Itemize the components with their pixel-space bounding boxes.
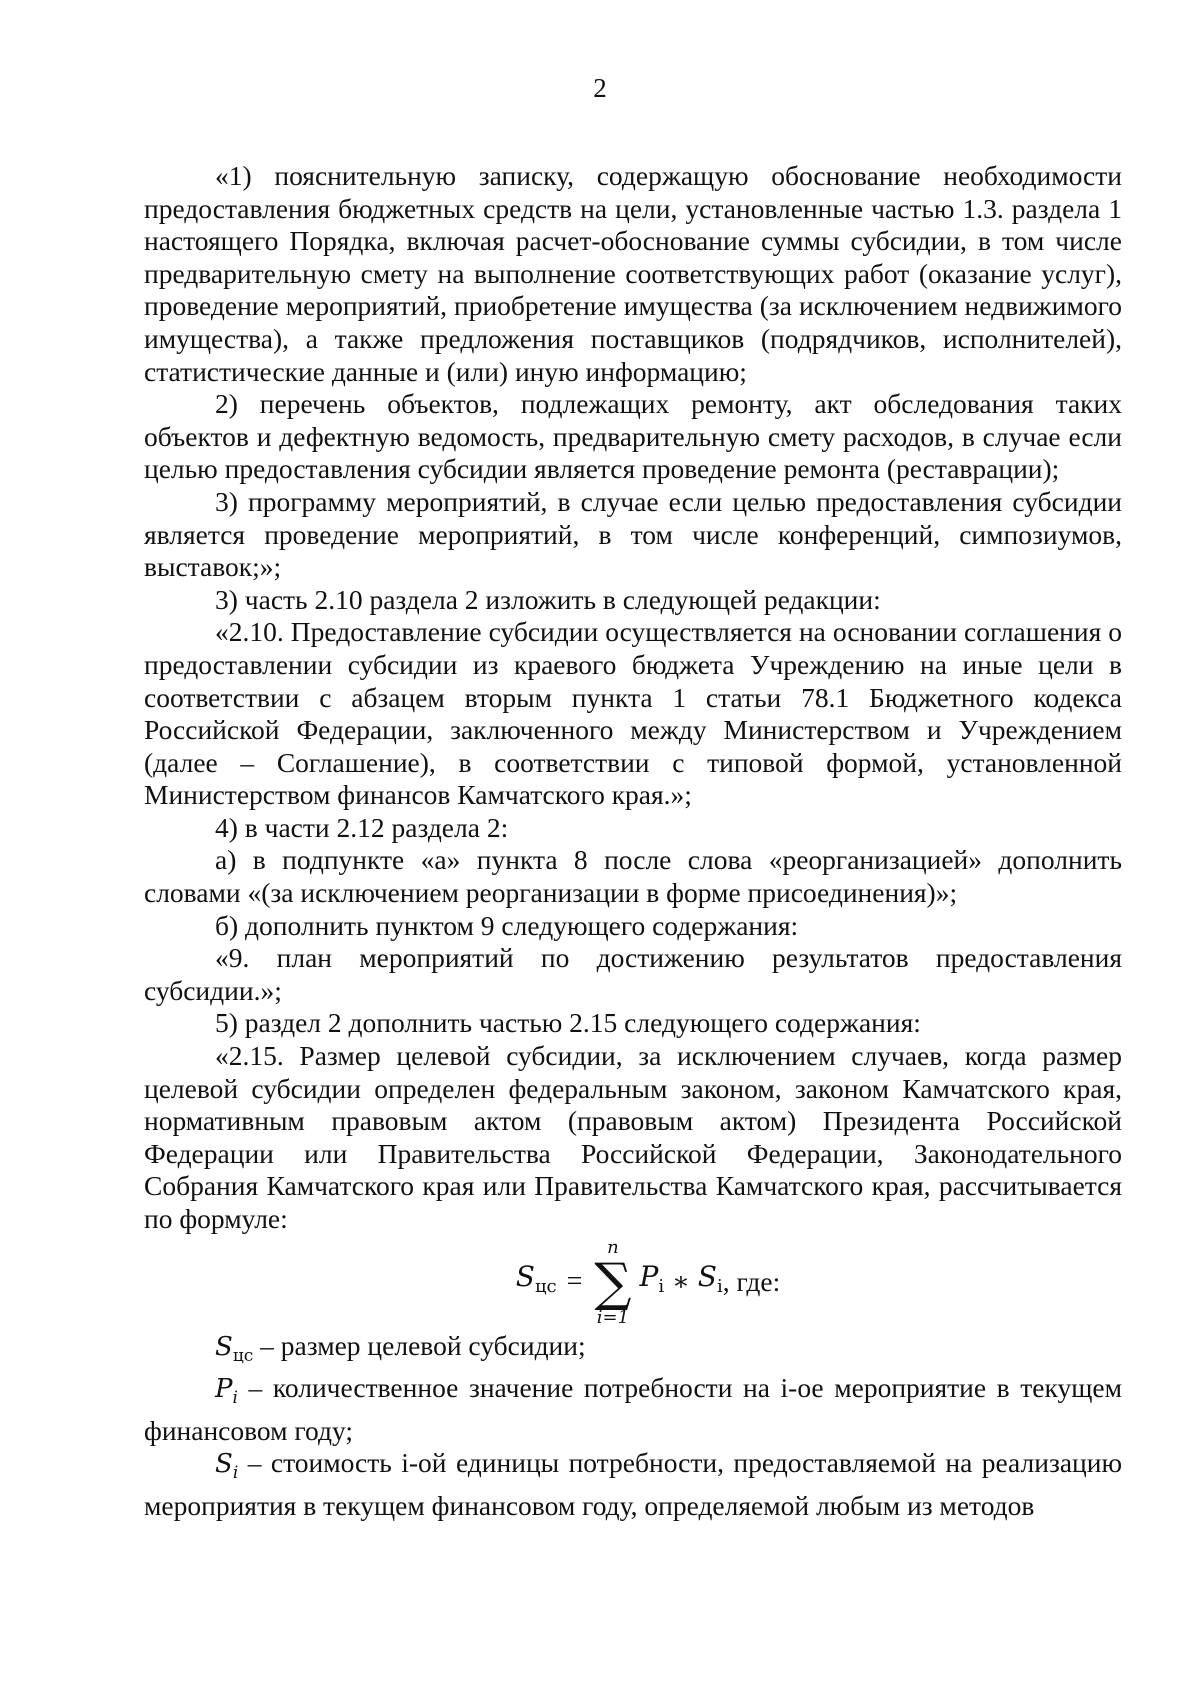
paragraph-amend-2-10: 3) часть 2.10 раздела 2 изложить в следующей редакции: [215,583,881,615]
paragraph-subitem-a: а) в подпункте «а» пункта 8 после слова «реорганизацией» дополнить словами «(за исключением реорганизации в форме присоединения)»; [144,844,1122,909]
formula-term-s [698,1261,723,1304]
paragraph-events-program: 3) программу мероприятий, в случае если целью предоставления субсидии является проведение мероприятий, в том числе конференций, симпозиумов, выставок;»; [144,485,1122,583]
formula-lhs [516,1261,557,1304]
paragraph-section-2-10: «2.10. Предоставление субсидии осуществляется на основании соглашения о предоставлении субсидии из краевого бюджета Учреждению на иные цели в соответствии с абзацем вторым пункта 1 статьи 78.1 Бюджетного кодекса Российской Федерации, заключенного между Министерством и Учреждением (далее – Соглашение), в соответствии с типовой формой, установленной Министерством финансов Камчатского края.»; [144,616,1122,811]
definition-s-cs [144,1330,1122,1373]
formula-multiply-operator: ∗ [672,1267,690,1297]
formula-lhs-symbol: S [515,1260,535,1294]
definition-s-cs-text: – размер целевой субсидии; [253,1329,586,1361]
formula-term-p-subscript: i [658,1276,665,1298]
definition-s-i-symbol [215,1449,239,1484]
definition-p-i-symbol [215,1374,238,1409]
formula-term-p-symbol: P [639,1260,659,1294]
definition-p-i-subscript: i [232,1388,238,1409]
paragraph-item-9: «9. план мероприятий по достижению результатов предоставления субсидии.»; [144,942,1122,1006]
formula-term-p [640,1261,665,1304]
paragraph-explanatory-note: «1) пояснительную записку, содержащую обоснование необходимости предоставления бюджетных средств на цели, установленные частью 1.3. раздела 1 настоящего Порядка, включая расчет-обоснование суммы субсидии, в том числе предварительную смету на выполнение соответствующих работ (оказание услуг), проведение мероприятий, приобретение имущества (за исключением недвижимого имущества), а также предложения поставщиков (подрядчиков, исполнителей), статистические данные и (или) иную информацию; [144,160,1122,387]
definition-s-i-letter: S [215,1449,233,1480]
formula-tail: , где: [722,1266,781,1298]
formula-lhs-subscript: цс [534,1276,557,1298]
summation-lower-limit: i=1 [596,1306,630,1328]
paragraph-repair-objects: 2) перечень объектов, подлежащих ремонту, акт обследования таких объектов и дефектную ведомость, предварительную смету расходов, в случае если целью предоставления субсидии является проведение ремонта (реставрации); [144,388,1122,485]
definition-p-i-letter: P [215,1374,233,1405]
definition-s-i-text: – стоимость i-ой единицы потребности, предоставляемой на реализацию мероприятия в текущем финансовом году, определяемой любым из методов [144,1447,1122,1521]
paragraph-section-2-15: «2.15. Размер целевой субсидии, за исключением случаев, когда размер целевой субсидии определен федеральным законом, законом Камчатского края, нормативным правовым актом (правовым актом) Президента Российской Федерации или Правительства Российской Федерации, Законодательного Собрания Камчатского края или Правительства Камчатского края, рассчитывается по формуле: [144,1040,1122,1234]
formula-term-s-subscript: i [716,1276,723,1298]
paragraph-amend-2-15: 5) раздел 2 дополнить частью 2.15 следующего содержания: [215,1007,921,1039]
definition-s-cs-letter: S [215,1331,233,1362]
page-number: 2 [593,73,607,103]
paragraph-subitem-b: б) дополнить пунктом 9 следующего содержания: [215,909,799,941]
document-body [144,160,1122,1523]
definition-s-i [144,1447,1122,1522]
summation [594,1236,632,1328]
subsidy-formula [144,1236,1122,1330]
paragraph-amend-2-12: 4) в части 2.12 раздела 2: [215,811,509,843]
summation-sign: ∑ [594,1252,632,1313]
definition-s-cs-subscript: цс [232,1345,254,1366]
summation-upper-limit: n [607,1236,619,1258]
formula-term-s-symbol: S [697,1260,717,1294]
definition-s-i-subscript: i [232,1463,239,1484]
definition-p-i-text: – количественное значение потребности на i-ое мероприятие в текущем финансовом году; [144,1372,1122,1446]
definition-p-i [144,1372,1122,1447]
formula-equals: = [566,1266,583,1298]
definition-s-cs-symbol [215,1331,254,1366]
